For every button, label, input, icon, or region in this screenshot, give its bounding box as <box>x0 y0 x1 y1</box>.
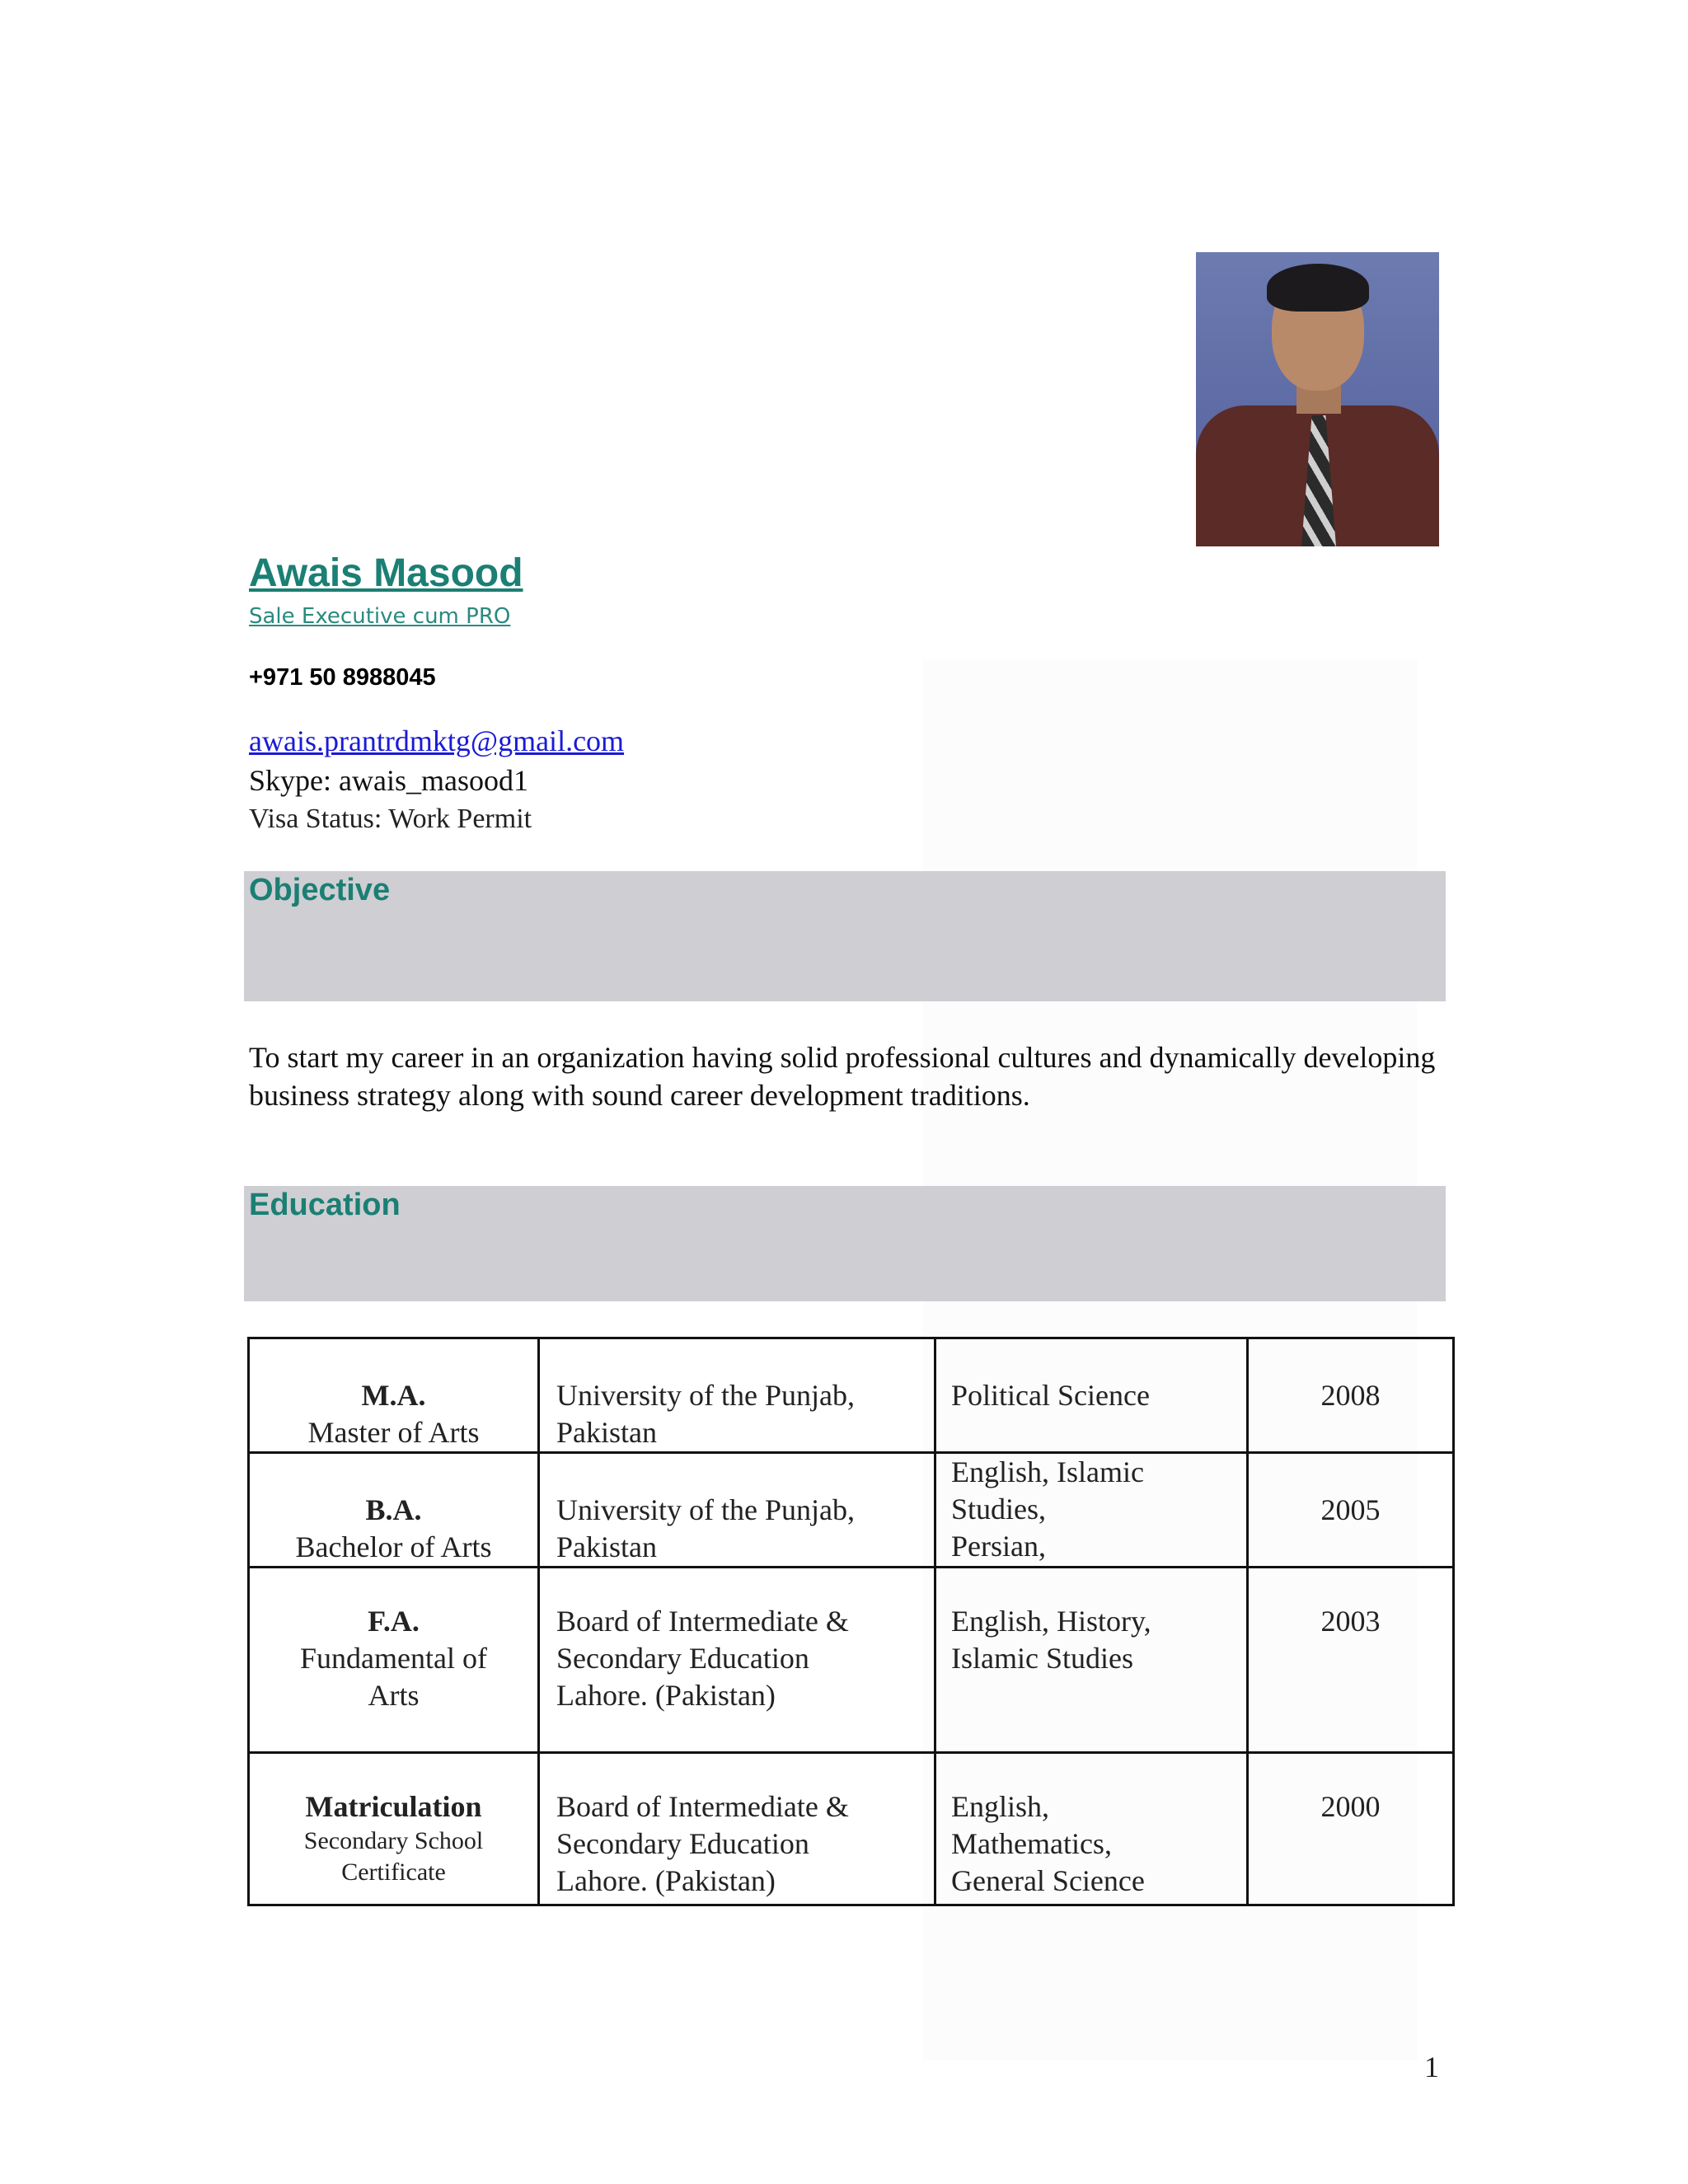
subject-line: English, <box>951 1790 1050 1823</box>
institute-cell <box>539 1753 935 1905</box>
subject-line: Persian, <box>951 1530 1046 1563</box>
institute-line: University of the Punjab, <box>556 1379 855 1412</box>
institute-line: Lahore. (Pakistan) <box>556 1679 776 1712</box>
institute-line: Pakistan <box>556 1416 657 1449</box>
education-table <box>247 1337 1455 1906</box>
degree-cell <box>249 1453 539 1568</box>
subject-cell <box>935 1453 1248 1568</box>
degree-full: Master of Arts <box>307 1416 480 1449</box>
degree-short: F.A. <box>368 1605 420 1638</box>
education-heading: Education <box>249 1188 401 1222</box>
degree-cell <box>249 1338 539 1453</box>
objective-section-header <box>244 871 1446 1001</box>
degree-full: Fundamental of <box>300 1642 487 1675</box>
degree-short: M.A. <box>361 1379 426 1412</box>
institute-cell <box>539 1568 935 1753</box>
candidate-name: Awais Masood <box>249 551 523 595</box>
institute-line: Secondary Education <box>556 1642 809 1675</box>
phone-number: +971 50 8988045 <box>249 664 436 691</box>
year-cell: 2003 <box>1248 1568 1454 1753</box>
subject-cell <box>935 1338 1248 1453</box>
table-row <box>249 1568 1454 1753</box>
profile-photo <box>1196 252 1439 546</box>
objective-text: To start my career in an organization having solid professional cultures and dynamically developing business strategy along with sound career development traditions. <box>249 1041 1436 1112</box>
subject-line: English, History, <box>951 1605 1151 1638</box>
institute-line: Board of Intermediate & <box>556 1790 849 1823</box>
degree-full: Bachelor of Arts <box>295 1530 492 1563</box>
visa-status: Visa Status: Work Permit <box>249 804 532 834</box>
degree-cell <box>249 1568 539 1753</box>
year-cell: 2000 <box>1248 1753 1454 1905</box>
table-row <box>249 1453 1454 1568</box>
email-link[interactable]: awais.prantrdmktg@gmail.com <box>249 724 625 757</box>
year-cell: 2005 <box>1248 1453 1454 1568</box>
degree-short: Matriculation <box>305 1790 482 1823</box>
degree-short: B.A. <box>365 1493 422 1526</box>
education-section-header <box>244 1186 1446 1301</box>
subject-line: Mathematics, <box>951 1827 1112 1860</box>
subject-line: Political Science <box>951 1379 1150 1412</box>
institute-line: Pakistan <box>556 1530 657 1563</box>
job-title: Sale Executive cum PRO <box>249 604 511 629</box>
page-number: 1 <box>1424 2050 1439 2083</box>
table-row <box>249 1753 1454 1905</box>
degree-full: Arts <box>368 1679 420 1712</box>
subject-line: Studies, <box>951 1493 1047 1526</box>
institute-cell <box>539 1453 935 1568</box>
institute-line: Board of Intermediate & <box>556 1605 849 1638</box>
institute-cell <box>539 1338 935 1453</box>
subject-line: General Science <box>951 1864 1145 1897</box>
year-cell: 2008 <box>1248 1338 1454 1453</box>
degree-full: Certificate <box>341 1858 446 1886</box>
institute-line: Lahore. (Pakistan) <box>556 1864 776 1897</box>
degree-full: Secondary School <box>303 1827 484 1854</box>
subject-line: Islamic Studies <box>951 1642 1133 1675</box>
institute-line: Secondary Education <box>556 1827 809 1860</box>
institute-line: University of the Punjab, <box>556 1493 855 1526</box>
subject-cell <box>935 1753 1248 1905</box>
degree-cell <box>249 1753 539 1905</box>
skype-id: Skype: awais_masood1 <box>249 764 528 797</box>
subject-line: English, Islamic <box>951 1455 1144 1488</box>
table-row <box>249 1338 1454 1453</box>
objective-heading: Objective <box>249 873 391 907</box>
subject-cell <box>935 1568 1248 1753</box>
